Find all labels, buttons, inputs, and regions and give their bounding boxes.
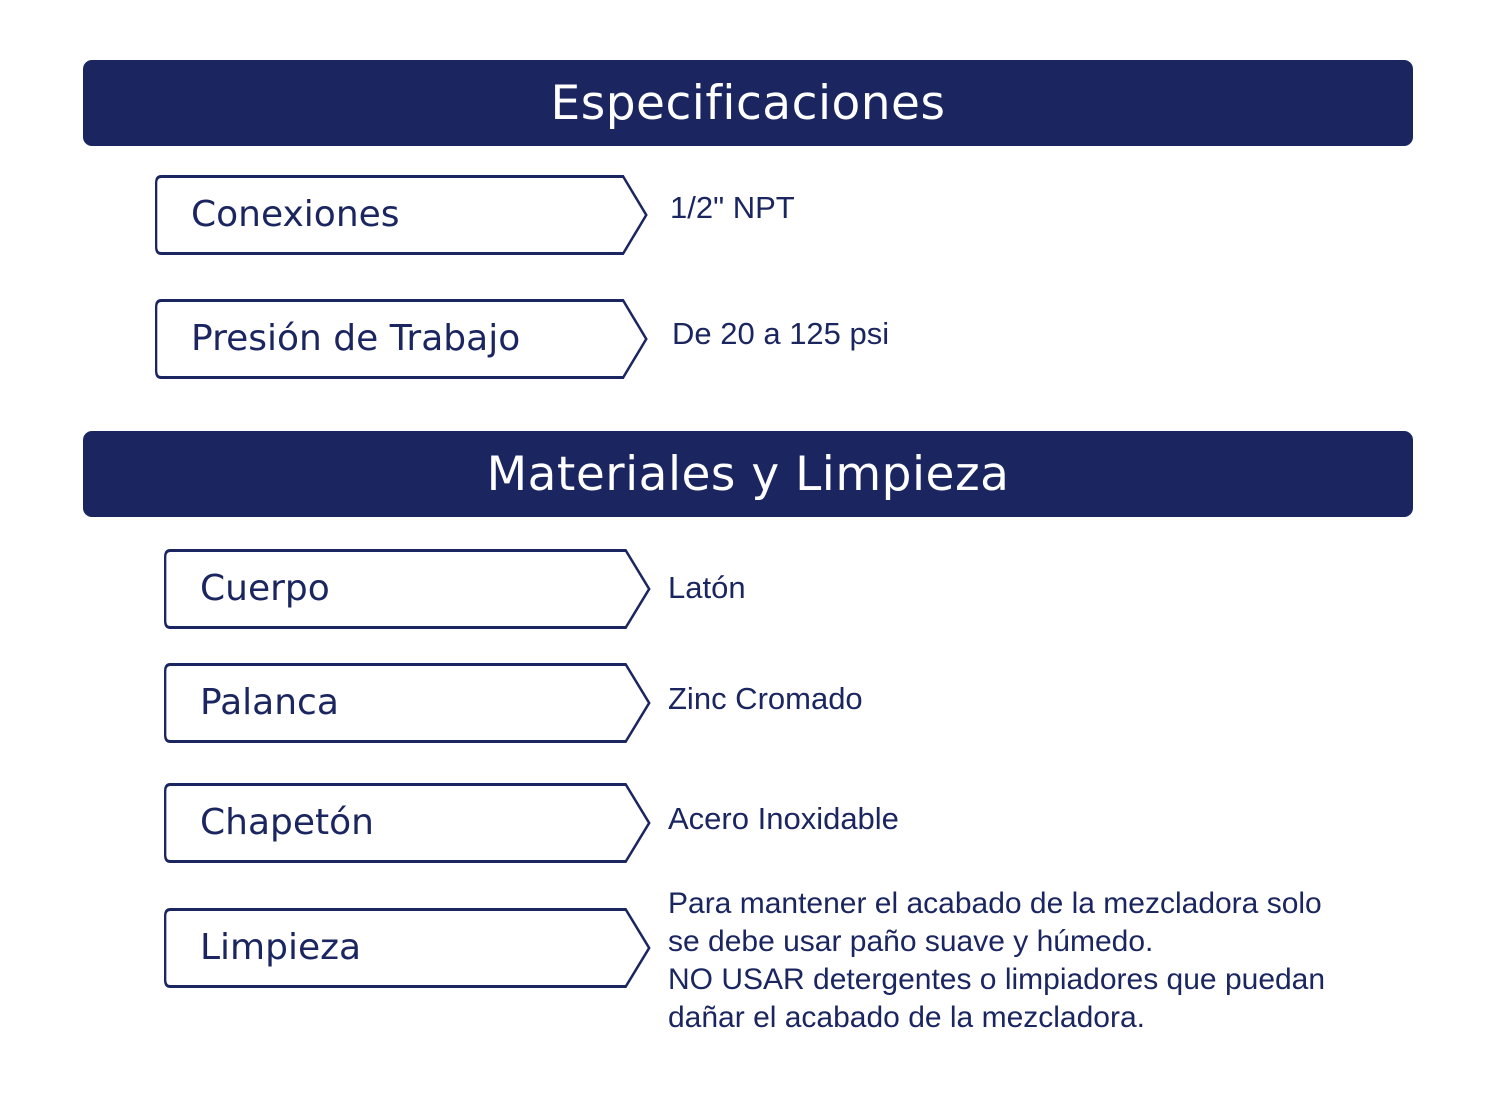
spec-label-cuerpo: [164, 549, 654, 629]
limpieza-line: dañar el acabado de la mezcladora.: [668, 1001, 1145, 1034]
spec-value-chapeton: Acero Inoxidable: [668, 801, 899, 836]
spec-label-presion: [155, 299, 645, 379]
section-header-materiales: [83, 431, 1413, 517]
spec-label-text: Limpieza: [200, 927, 362, 968]
spec-value-palanca: Zinc Cromado: [668, 681, 863, 716]
spec-label-text: Conexiones: [191, 194, 400, 235]
section-title: Especificaciones: [550, 75, 946, 131]
section-title: Materiales y Limpieza: [486, 446, 1010, 502]
limpieza-line: NO USAR detergentes o limpiadores que puedan: [668, 963, 1326, 996]
limpieza-line: se debe usar paño suave y húmedo.: [668, 925, 1154, 958]
spec-value-limpieza: [668, 885, 1458, 1037]
spec-value-conexiones: 1/2" NPT: [670, 190, 795, 225]
spec-label-text: Presión de Trabajo: [191, 318, 521, 359]
spec-label-chapeton: [164, 783, 654, 863]
spec-label-palanca: [164, 663, 654, 743]
limpieza-line: Para mantener el acabado de la mezcladora solo: [668, 887, 1322, 920]
spec-label-text: Cuerpo: [200, 568, 330, 609]
spec-value-cuerpo: Latón: [668, 570, 746, 605]
spec-label-limpieza: [164, 908, 654, 988]
spec-value-presion: De 20 a 125 psi: [672, 316, 890, 351]
spec-label-conexiones: [155, 175, 645, 255]
section-header-especificaciones: [83, 60, 1413, 146]
spec-label-text: Palanca: [200, 682, 339, 723]
spec-label-text: Chapetón: [200, 802, 374, 843]
